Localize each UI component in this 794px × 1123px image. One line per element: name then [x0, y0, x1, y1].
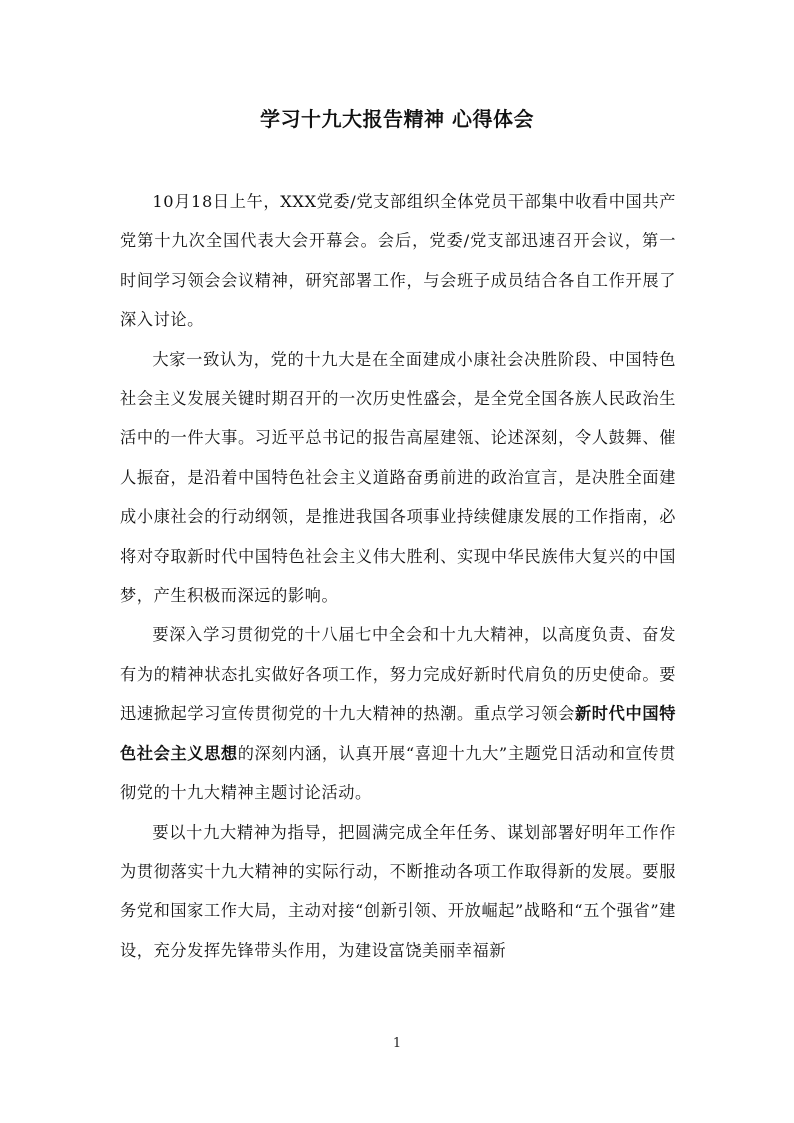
document-body: [120, 182, 676, 970]
paragraph-4: 要以十九大精神为指导，把圆满完成全年任务、谋划部署好明年工作作为贯彻落实十九大精神的实际行动，不断推动各项工作取得新的发展。要服务党和国家工作大局，主动对接“创新引领、开放崛起”战略和“五个强省”建设，充分发挥先锋带头作用，为建设富饶美丽幸福新: [120, 822, 676, 960]
paragraph-3: [120, 615, 676, 812]
paragraph-3-text-before: 要深入学习贯彻党的十八届七中全会和十九大精神，以高度负责、奋发有为的精神状态扎实做好各项工作，努力完成好新时代肩负的历史使命。要迅速掀起学习宣传贯彻党的十九大精神的热潮。重点学习领会: [120, 625, 676, 724]
page-number: 1: [392, 1036, 402, 1051]
paragraph-2: 大家一致认为，党的十九大是在全面建成小康社会决胜阶段、中国特色社会主义发展关键时期召开的一次历史性盛会，是全党全国各族人民政治生活中的一件大事。习近平总书记的报告高屋建瓴、论述深刻，令人鼓舞、催人振奋，是沿着中国特色社会主义道路奋勇前进的政治宣言，是决胜全面建成小康社会的行动纲领，是推进我国各项事业持续健康发展的工作指南，必将对夺取新时代中国特色社会主义伟大胜利、实现中华民族伟大复兴的中国梦，产生积极而深远的影响。: [120, 349, 676, 606]
paragraph-3-text-after: 的深刻内涵，认真开展“喜迎十九大”主题党日活动和宣传贯彻党的十九大精神主题讨论活动。: [120, 743, 676, 803]
document-title: 学习十九大报告精神 心得体会: [260, 107, 534, 131]
paragraph-3-bold-phrase: 新时代中国特色社会主义思想: [120, 704, 676, 763]
paragraph-1: 10月18日上午，XXX党委/党支部组织全体党员干部集中收看中国共产党第十九次全国代表大会开幕会。会后，党委/党支部迅速召开会议，第一时间学习领会会议精神，研究部署工作，与会班子成员结合各自工作开展了深入讨论。: [120, 192, 676, 330]
